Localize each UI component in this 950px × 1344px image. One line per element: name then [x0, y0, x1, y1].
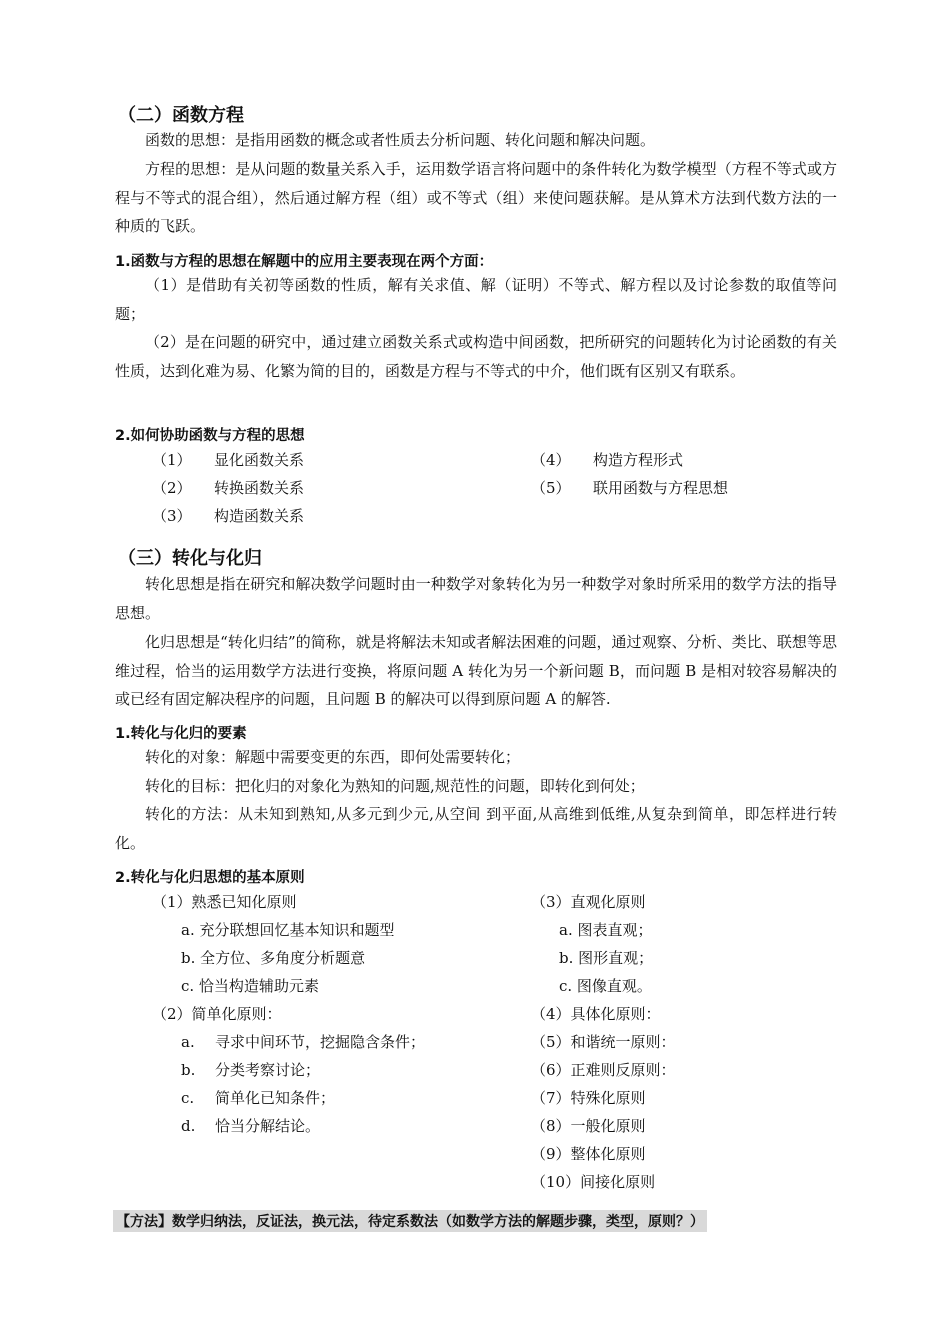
paragraph-transformation-thought: 转化思想是指在研究和解决数学问题时由一种数学对象转化为另一种数学对象时所采用的数学方法的指导思想。	[115, 575, 837, 622]
list-item: （3） 构造函数关系	[152, 507, 305, 525]
principle-3c: c. 图像直观。	[559, 977, 652, 995]
principle-4: （4）具体化原则：	[531, 1005, 661, 1023]
principle-1: （1）熟悉已知化原则	[152, 893, 297, 911]
principle-1a: a. 充分联想回忆基本知识和题型	[181, 921, 395, 939]
principle-8: （8）一般化原则	[531, 1117, 646, 1135]
list-item: b. 分类考察讨论；	[181, 1061, 321, 1079]
list-item: （2） 转换函数关系	[152, 479, 305, 497]
principle-1c: c. 恰当构造辅助元素	[181, 977, 319, 995]
principle-1b: b. 全方位、多角度分析题意	[181, 949, 366, 967]
list-item: （1） 显化函数关系	[152, 451, 305, 469]
list-item: （5） 联用函数与方程思想	[531, 479, 729, 497]
principle-3b: b. 图形直观；	[559, 949, 654, 967]
principle-9: （9）整体化原则	[531, 1145, 646, 1163]
paragraph-method: 转化的方法：从未知到熟知,从多元到少元,从空间 到平面,从高维到低维,从复杂到简单，即怎样进行转化。	[115, 805, 837, 852]
principle-3a: a. 图表直观；	[559, 921, 653, 939]
subheading-applications: 1.函数与方程的思想在解题中的应用主要表现在两个方面：	[115, 254, 494, 270]
subheading-how-to: 2.如何协助函数与方程的思想	[115, 428, 305, 444]
paragraph-object: 转化的对象：解题中需要变更的东西，即何处需要转化；	[145, 748, 521, 766]
paragraph-target: 转化的目标：把化归的对象化为熟知的问题,规范性的问题，即转化到何处；	[145, 777, 645, 795]
paragraph-application-1: （1）是借助有关初等函数的性质，解有关求值、解（证明）不等式、解方程以及讨论参数的取值等问题；	[115, 276, 837, 323]
list-item: （4） 构造方程形式	[531, 451, 684, 469]
principle-6: （6）正难则反原则：	[531, 1061, 676, 1079]
paragraph-equation-thought: 方程的思想：是从问题的数量关系入手，运用数学语言将问题中的条件转化为数学模型（方程不等式或方程与不等式的混合组），然后通过解方程（组）或不等式（组）来使问题获解。是从算术方法到代数方法的一种质的飞跃。	[115, 160, 837, 235]
subheading-elements: 1.转化与化归的要素	[115, 726, 247, 742]
principle-7: （7）特殊化原则	[531, 1089, 646, 1107]
subheading-principles: 2.转化与化归思想的基本原则	[115, 870, 305, 886]
paragraph-reduction-thought: 化归思想是“转化归结”的简称，就是将解法未知或者解法困难的问题，通过观察、分析、类比、联想等思维过程，恰当的运用数学方法进行变换，将原问题 A 转化为另一个新问题 B，而问题 B 是相对较容易解决的或已经有固定解决程序的问题，且问题 B 的解决可以得到原问题 A 的解答.	[115, 633, 837, 708]
principle-10: （10）间接化原则	[531, 1173, 656, 1191]
section-title-function-equation: （二）函数方程	[118, 105, 244, 126]
list-item: a. 寻求中间环节，挖掘隐含条件；	[181, 1033, 426, 1051]
paragraph-function-thought: 函数的思想：是指用函数的概念或者性质去分析问题、转化问题和解决问题。	[145, 131, 656, 149]
principle-5: （5）和谐统一原则：	[531, 1033, 676, 1051]
paragraph-application-2: （2）是在问题的研究中，通过建立函数关系式或构造中间函数，把所研究的问题转化为讨论函数的有关性质，达到化难为易、化繁为简的目的，函数是方程与不等式的中介，他们既有区别又有联系。	[115, 333, 837, 380]
list-item: c. 简单化已知条件；	[181, 1089, 336, 1107]
principle-2: （2）简单化原则：	[152, 1005, 282, 1023]
principle-3: （3）直观化原则	[531, 893, 646, 911]
section-title-transformation: （三）转化与化归	[118, 548, 262, 569]
method-highlight: 【方法】数学归纳法，反证法，换元法，待定系数法（如数学方法的解题步骤，类型，原则？）	[113, 1210, 707, 1232]
list-item: d. 恰当分解结论。	[181, 1117, 321, 1135]
